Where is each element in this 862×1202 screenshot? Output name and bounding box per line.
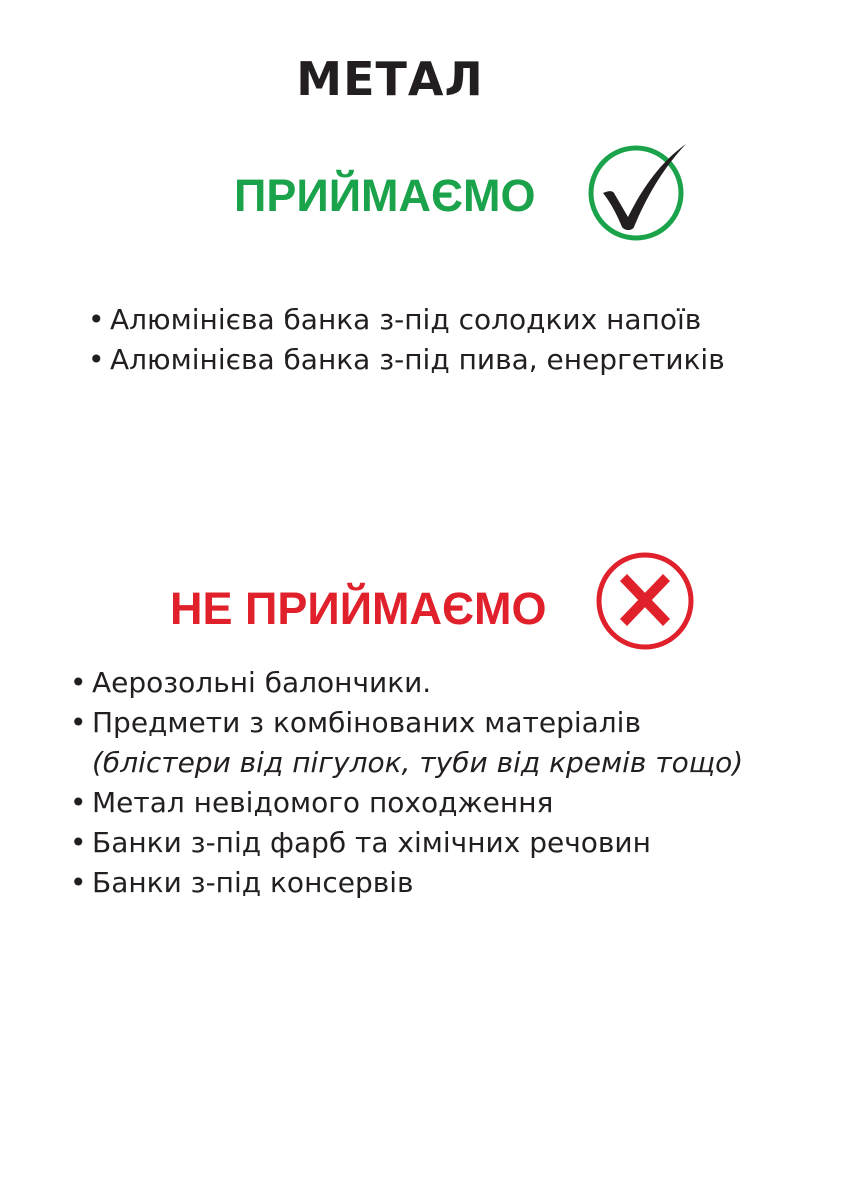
list-item-text: Алюмінієва банка з-під пива, енергетиків xyxy=(110,343,725,376)
bullet-icon: • xyxy=(70,786,87,819)
bullet-icon: • xyxy=(70,706,87,739)
accepted-list xyxy=(88,300,725,380)
cross-circle-icon xyxy=(594,550,696,652)
bullet-icon: • xyxy=(88,343,105,376)
list-item-text: Алюмінієва банка з-під солодких напоїв xyxy=(110,303,702,336)
list-item-text: Предмети з комбінованих матеріалів xyxy=(92,706,641,739)
checkmark-circle-icon xyxy=(586,141,691,246)
list-item-note: (блістери від пігулок, туби від кремів тощо) xyxy=(92,746,744,779)
list-item xyxy=(88,340,725,380)
bullet-icon: • xyxy=(70,826,87,859)
list-item-text: Метал невідомого походження xyxy=(92,786,554,819)
list-item-text: Аерозольні балончики. xyxy=(92,666,432,699)
bullet-icon: • xyxy=(70,666,87,699)
page-title: МЕТАЛ xyxy=(296,52,484,106)
list-item xyxy=(70,703,743,783)
list-item-text: Банки з-під консервів xyxy=(92,866,414,899)
list-item xyxy=(88,300,725,340)
list-item-text: Банки з-під фарб та хімічних речовин xyxy=(92,826,651,859)
list-item xyxy=(70,823,743,863)
rejected-list xyxy=(70,663,743,903)
bullet-icon: • xyxy=(70,866,87,899)
list-item xyxy=(70,863,743,903)
list-item xyxy=(70,783,743,823)
rejected-heading: НЕ ПРИЙМАЄМО xyxy=(170,583,547,634)
accepted-heading: ПРИЙМАЄМО xyxy=(234,170,536,221)
list-item xyxy=(70,663,743,703)
bullet-icon: • xyxy=(88,303,105,336)
